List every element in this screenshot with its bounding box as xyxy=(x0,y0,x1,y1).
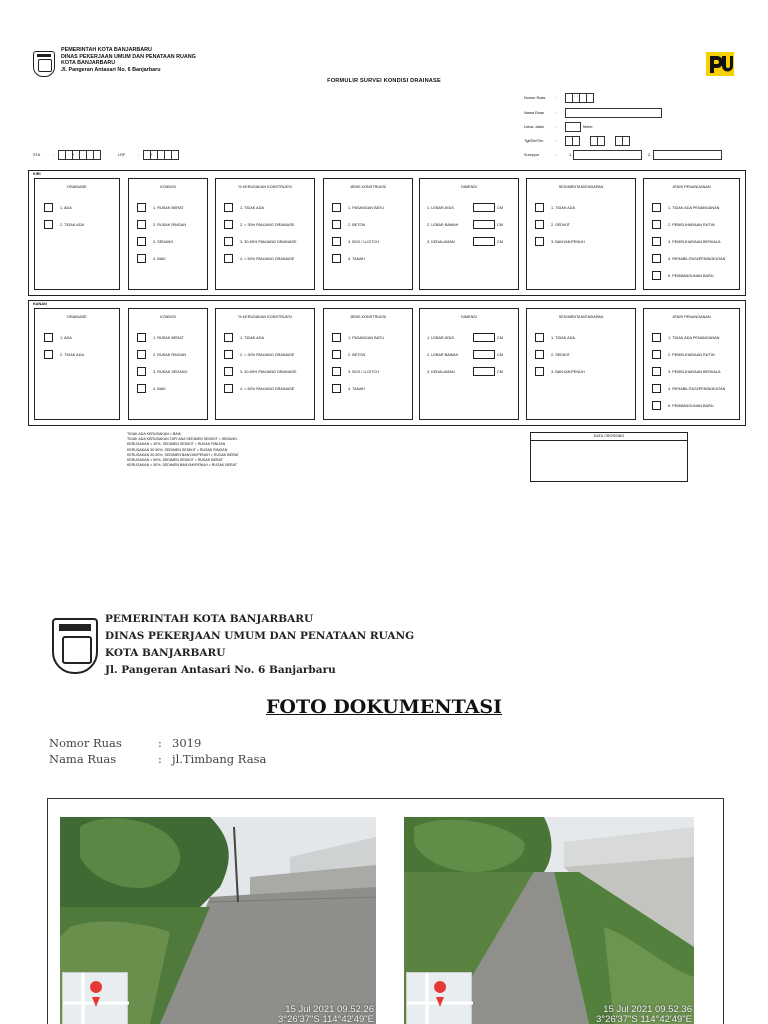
surveyor-2-label: 2. xyxy=(648,153,652,157)
dimensi-input[interactable] xyxy=(473,237,495,246)
option-penanganan-5[interactable]: 5. PEMBANGUNAN BARU xyxy=(652,271,714,280)
checkbox[interactable] xyxy=(652,203,661,212)
option-kerusakan-1[interactable]: 1. TIDAK ADA xyxy=(224,203,264,212)
checkbox[interactable] xyxy=(332,220,341,229)
surveyor-1-label: 1. xyxy=(569,153,573,157)
col-title: SEDIMENTASI/ENDAPAN xyxy=(558,315,604,319)
org-line: KOTA BANJARBARU xyxy=(61,60,116,67)
option-jenis-2[interactable]: 2. BETON xyxy=(332,220,365,229)
doc-org-header xyxy=(105,611,414,679)
org-line: PEMERINTAH KOTA BANJARBARU xyxy=(61,47,152,53)
legend-line: TIDAK ADA KERUSAKAN TAPI ADA SEDIMEN SEDIKIT = SEDANG xyxy=(127,437,237,442)
sep: : xyxy=(138,153,140,157)
col-drainase xyxy=(34,308,120,420)
option-kerusakan-3[interactable]: 3. 30-50% PANJANG DRAINASE xyxy=(224,237,296,246)
stamp-date: 15 Jul 2021 09.52.36 xyxy=(603,1004,692,1015)
option-jenis-1[interactable]: 1. PASANGAN BATU xyxy=(332,203,384,212)
checkbox[interactable] xyxy=(332,367,341,376)
option-kondisi-1[interactable]: 1. RUSAK BERAT xyxy=(137,333,184,342)
col-title: JENIS PENANGANAN xyxy=(672,185,711,189)
map-thumbnail xyxy=(406,972,472,1024)
dimensi-input[interactable] xyxy=(473,350,495,359)
option-kondisi-4[interactable]: 4. BAIK xyxy=(137,384,166,393)
col-title: DRAINASE xyxy=(67,185,87,189)
option-drainase-1[interactable]: 1. ADA xyxy=(44,333,72,342)
option-kondisi-2[interactable]: 2. RUSAK RINGAN xyxy=(137,350,186,359)
checkbox[interactable] xyxy=(224,367,233,376)
checkbox[interactable] xyxy=(652,350,661,359)
city-logo xyxy=(33,51,55,77)
checkbox[interactable] xyxy=(224,203,233,212)
road-photo-2 xyxy=(404,817,694,1024)
checkbox[interactable] xyxy=(224,384,233,393)
col-kerusakan xyxy=(215,308,315,420)
checkbox[interactable] xyxy=(535,367,544,376)
col-drainase xyxy=(34,178,120,290)
checkbox[interactable] xyxy=(137,333,146,342)
checkbox[interactable] xyxy=(224,237,233,246)
checkbox[interactable] xyxy=(137,367,146,376)
map-thumbnail xyxy=(62,972,128,1024)
option-penanganan-3[interactable]: 3. PEMELIHARAAN BERKALA xyxy=(652,237,721,246)
option-drainase-2[interactable]: 2. TIDAK ADA xyxy=(44,350,84,359)
lebar-unit: Meter xyxy=(583,125,593,129)
tanggal-year-cells[interactable] xyxy=(616,136,630,146)
checkbox[interactable] xyxy=(535,350,544,359)
road-photo-1 xyxy=(60,817,376,1024)
nomor-ruas-label: Nomor Ruas xyxy=(49,736,122,750)
checkbox[interactable] xyxy=(332,350,341,359)
stamp-coord: 3°26'37"S 114°42'49"E xyxy=(278,1014,374,1024)
tanggal-month-cells[interactable] xyxy=(591,136,605,146)
org-line: Jl. Pangeran Antasari No. 6 Banjarbaru xyxy=(61,66,161,73)
col-kerusakan xyxy=(215,178,315,290)
checkbox[interactable] xyxy=(332,237,341,246)
col-jenis-konstruksi xyxy=(323,308,413,420)
col-kondisi xyxy=(128,308,208,420)
photo-stamp xyxy=(278,1005,374,1024)
checkbox[interactable] xyxy=(224,254,233,263)
option-kondisi-1[interactable]: 1. RUSAK BERAT xyxy=(137,203,184,212)
option-jenis-1[interactable]: 1. PASANGAN BATU xyxy=(332,333,384,342)
checkbox[interactable] xyxy=(652,367,661,376)
sep: : xyxy=(555,111,557,115)
option-sedimentasi-1[interactable]: 1. TIDAK ADA xyxy=(535,333,575,342)
option-sedimentasi-2[interactable]: 2. SEDIKIT xyxy=(535,350,570,359)
option-sedimentasi-3[interactable]: 3. BANYAK/PENUH xyxy=(535,237,585,246)
option-jenis-4[interactable]: 4. TANAH xyxy=(332,254,365,263)
sep: : xyxy=(555,125,557,129)
legend-line: KERUSAKAN 30-50%, SEDIMEN BANYAK/PENUH = RUSAK BERAT xyxy=(127,452,240,457)
dimensi-kedalaman: 3. KEDALAMAN CM xyxy=(427,367,503,376)
legend-line: KERUSAKAN 30-50%, SEDIMEN SEDIKIT = RUSAK RINGAN xyxy=(127,447,228,452)
col-title: KONDISI xyxy=(160,185,176,189)
option-sedimentasi-1[interactable]: 1. TIDAK ADA xyxy=(535,203,575,212)
checkbox[interactable] xyxy=(44,203,53,212)
data-crossing-title: DATA CROSSING xyxy=(531,433,687,441)
option-kerusakan-4[interactable]: 4. > 50% PANJANG DRAINASE xyxy=(224,254,294,263)
checkbox[interactable] xyxy=(44,333,53,342)
condition-legend xyxy=(127,432,239,468)
col-sedimentasi xyxy=(526,178,636,290)
col-title: KONDISI xyxy=(160,315,176,319)
map-pin-icon xyxy=(63,973,129,1024)
option-sedimentasi-3[interactable]: 3. BANYAK/PENUH xyxy=(535,367,585,376)
checkbox[interactable] xyxy=(535,237,544,246)
dimensi-lebar-atas: 1. LEBAR ATAS CM xyxy=(427,203,503,212)
checkbox[interactable] xyxy=(652,384,661,393)
sep: : xyxy=(158,736,162,750)
checkbox[interactable] xyxy=(224,350,233,359)
photo-stamp xyxy=(596,1005,692,1024)
tanggal-day-cells[interactable] xyxy=(566,136,580,146)
nama-ruas-field[interactable] xyxy=(565,108,662,118)
checkbox[interactable] xyxy=(652,237,661,246)
surveyor-label: Surveyor xyxy=(524,153,540,157)
section-label: KANAN xyxy=(33,302,47,306)
form-title: FORMULIR SURVEI KONDISI DRAINASE xyxy=(327,78,441,84)
checkbox[interactable] xyxy=(332,254,341,263)
col-kondisi xyxy=(128,178,208,290)
data-crossing-box[interactable] xyxy=(530,432,688,482)
legend-line: KERUSAKAN > 50%, SEDIMEN BANYAK/PENUH = RUSAK BERAT xyxy=(127,463,237,468)
option-jenis-4[interactable]: 4. TANAH xyxy=(332,384,365,393)
dimensi-input[interactable] xyxy=(473,367,495,376)
option-jenis-3[interactable]: 3. BOX / U-DITCH xyxy=(332,367,379,376)
option-kondisi-4[interactable]: 4. BAIK xyxy=(137,254,166,263)
checkbox[interactable] xyxy=(535,333,544,342)
checkbox[interactable] xyxy=(535,203,544,212)
city-logo xyxy=(52,618,98,674)
dimensi-input[interactable] xyxy=(473,220,495,229)
checkbox[interactable] xyxy=(652,401,661,410)
option-kondisi-2[interactable]: 2. RUSAK RINGAN xyxy=(137,220,186,229)
option-penanganan-3[interactable]: 3. PEMELIHARAAN BERKALA xyxy=(652,367,721,376)
section-label: KIRI xyxy=(33,172,41,176)
checkbox[interactable] xyxy=(224,333,233,342)
col-title: DIMENSI xyxy=(461,185,477,189)
checkbox[interactable] xyxy=(332,333,341,342)
checkbox[interactable] xyxy=(137,254,146,263)
col-title: % KERUSAKAN KONSTRUKSI xyxy=(238,185,292,189)
pu-logo-icon xyxy=(706,52,734,76)
sep: : xyxy=(555,96,557,100)
col-title: SEDIMENTASI/ENDAPAN xyxy=(558,185,604,189)
surveyor-1-field[interactable] xyxy=(573,150,642,160)
sep: : xyxy=(53,153,55,157)
sep: : xyxy=(555,139,557,143)
checkbox[interactable] xyxy=(137,350,146,359)
nomor-ruas-value: 3019 xyxy=(172,736,202,750)
col-title: JENIS KONSTRUKSI xyxy=(349,315,387,319)
lrf-plus: + xyxy=(150,153,153,157)
col-title: JENIS PENANGANAN xyxy=(672,315,711,319)
checkbox[interactable] xyxy=(137,203,146,212)
dimensi-input[interactable] xyxy=(473,333,495,342)
dimensi-input[interactable] xyxy=(473,203,495,212)
stamp-coord: 3°26'37"S 114°42'49"E xyxy=(596,1014,692,1024)
nomor-ruas-label: Nomor Ruas xyxy=(524,96,546,100)
option-jenis-3[interactable]: 3. BOX / U-DITCH xyxy=(332,237,379,246)
dimensi-lebar-bawah: 2. LEBAR BAWAH CM xyxy=(427,350,503,359)
doc-title: FOTO DOKUMENTASI xyxy=(265,696,503,718)
sep: : xyxy=(555,153,557,157)
option-kerusakan-1[interactable]: 1. TIDAK ADA xyxy=(224,333,264,342)
col-penanganan xyxy=(643,308,740,420)
sta-cells[interactable] xyxy=(59,150,101,160)
checkbox[interactable] xyxy=(137,220,146,229)
nama-ruas-label: Nama Ruas xyxy=(49,752,117,766)
option-sedimentasi-2[interactable]: 2. SEDIKIT xyxy=(535,220,570,229)
option-penanganan-4[interactable]: 4. REHABILITASI/PENINGKATAN xyxy=(652,254,725,263)
legend-line: KERUSAKAN > 50%, SEDIMEN SEDIKIT = RUSAK BERAT xyxy=(127,458,223,463)
checkbox[interactable] xyxy=(652,271,661,280)
sta-plus: + xyxy=(72,153,75,157)
map-pin-icon xyxy=(407,973,473,1024)
checkbox[interactable] xyxy=(137,384,146,393)
col-title: % KERUSAKAN KONSTRUKSI xyxy=(238,315,292,319)
checkbox[interactable] xyxy=(652,254,661,263)
col-sedimentasi xyxy=(526,308,636,420)
org-line: PEMERINTAH KOTA BANJARBARU xyxy=(105,613,314,625)
lrf-label: LRF xyxy=(118,153,126,157)
col-jenis-konstruksi xyxy=(323,178,413,290)
option-kerusakan-4[interactable]: 4. > 50% PANJANG DRAINASE xyxy=(224,384,294,393)
option-kondisi-3[interactable]: 3. SEDANG xyxy=(137,237,173,246)
checkbox[interactable] xyxy=(535,220,544,229)
stamp-date: 15 Jul 2021 09.52.26 xyxy=(285,1004,374,1015)
option-penanganan-1[interactable]: 1. TIDAK ADA PENANGANAN xyxy=(652,203,719,212)
checkbox[interactable] xyxy=(332,203,341,212)
option-penanganan-1[interactable]: 1. TIDAK ADA PENANGANAN xyxy=(652,333,719,342)
col-title: DIMENSI xyxy=(461,315,477,319)
option-penanganan-4[interactable]: 4. REHABILITASI/PENINGKATAN xyxy=(652,384,725,393)
form-org-header xyxy=(61,47,196,73)
lebar-jalan-label: Lebar Jalan xyxy=(524,125,544,129)
dimensi-kedalaman: 3. KEDALAMAN CM xyxy=(427,237,503,246)
option-penanganan-2[interactable]: 2. PEMELIHARAAN RUTIN xyxy=(652,350,715,359)
lebar-jalan-field[interactable] xyxy=(565,122,581,132)
legend-line: TIDAK ADA KERUSAKAN = BAIK xyxy=(127,432,182,436)
nama-ruas-value: jl.Timbang Rasa xyxy=(172,752,267,766)
sep: : xyxy=(158,752,162,766)
checkbox[interactable] xyxy=(652,333,661,342)
org-line: DINAS PEKERJAAN UMUM DAN PENATAAN RUANG xyxy=(105,630,415,642)
nama-ruas-label: Nama Ruas xyxy=(524,111,545,115)
col-title: DRAINASE xyxy=(67,315,87,319)
sta-label: STA xyxy=(33,153,41,157)
legend-line: KERUSAKAN < 30%, SEDIMEN SEDIKIT = RUSAK RINGAN xyxy=(127,442,226,447)
checkbox[interactable] xyxy=(332,384,341,393)
surveyor-2-field[interactable] xyxy=(653,150,722,160)
option-kerusakan-2[interactable]: 2. < 30% PANJANG DRAINASE xyxy=(224,350,294,359)
tanggal-label: Tgl/Bln/Thn xyxy=(524,139,544,143)
section-kiri xyxy=(28,170,746,296)
option-drainase-2[interactable]: 2. TIDAK ADA xyxy=(44,220,84,229)
option-kerusakan-3[interactable]: 3. 30-50% PANJANG DRAINASE xyxy=(224,367,296,376)
checkbox[interactable] xyxy=(44,220,53,229)
option-kerusakan-2[interactable]: 2. < 30% PANJANG DRAINASE xyxy=(224,220,294,229)
col-penanganan xyxy=(643,178,740,290)
checkbox[interactable] xyxy=(224,220,233,229)
dimensi-lebar-bawah: 2. LEBAR BAWAH CM xyxy=(427,220,503,229)
checkbox[interactable] xyxy=(44,350,53,359)
org-line: KOTA BANJARBARU xyxy=(105,647,226,659)
col-dimensi xyxy=(419,308,519,420)
option-penanganan-2[interactable]: 2. PEMELIHARAAN RUTIN xyxy=(652,220,715,229)
dimensi-lebar-atas: 1. LEBAR ATAS CM xyxy=(427,333,503,342)
nomor-ruas-cells[interactable] xyxy=(566,93,594,103)
col-dimensi xyxy=(419,178,519,290)
col-title: JENIS KONSTRUKSI xyxy=(349,185,387,189)
option-penanganan-5[interactable]: 5. PEMBANGUNAN BARU xyxy=(652,401,714,410)
option-drainase-1[interactable]: 1. ADA xyxy=(44,203,72,212)
checkbox[interactable] xyxy=(652,220,661,229)
option-jenis-2[interactable]: 2. BETON xyxy=(332,350,365,359)
option-kondisi-3[interactable]: 3. RUSAK SEDANG xyxy=(137,367,187,376)
section-kanan xyxy=(28,300,746,426)
org-line: DINAS PEKERJAAN UMUM DAN PENATAAN RUANG xyxy=(61,53,196,60)
org-line: Jl. Pangeran Antasari No. 6 Banjarbaru xyxy=(105,664,336,676)
checkbox[interactable] xyxy=(137,237,146,246)
